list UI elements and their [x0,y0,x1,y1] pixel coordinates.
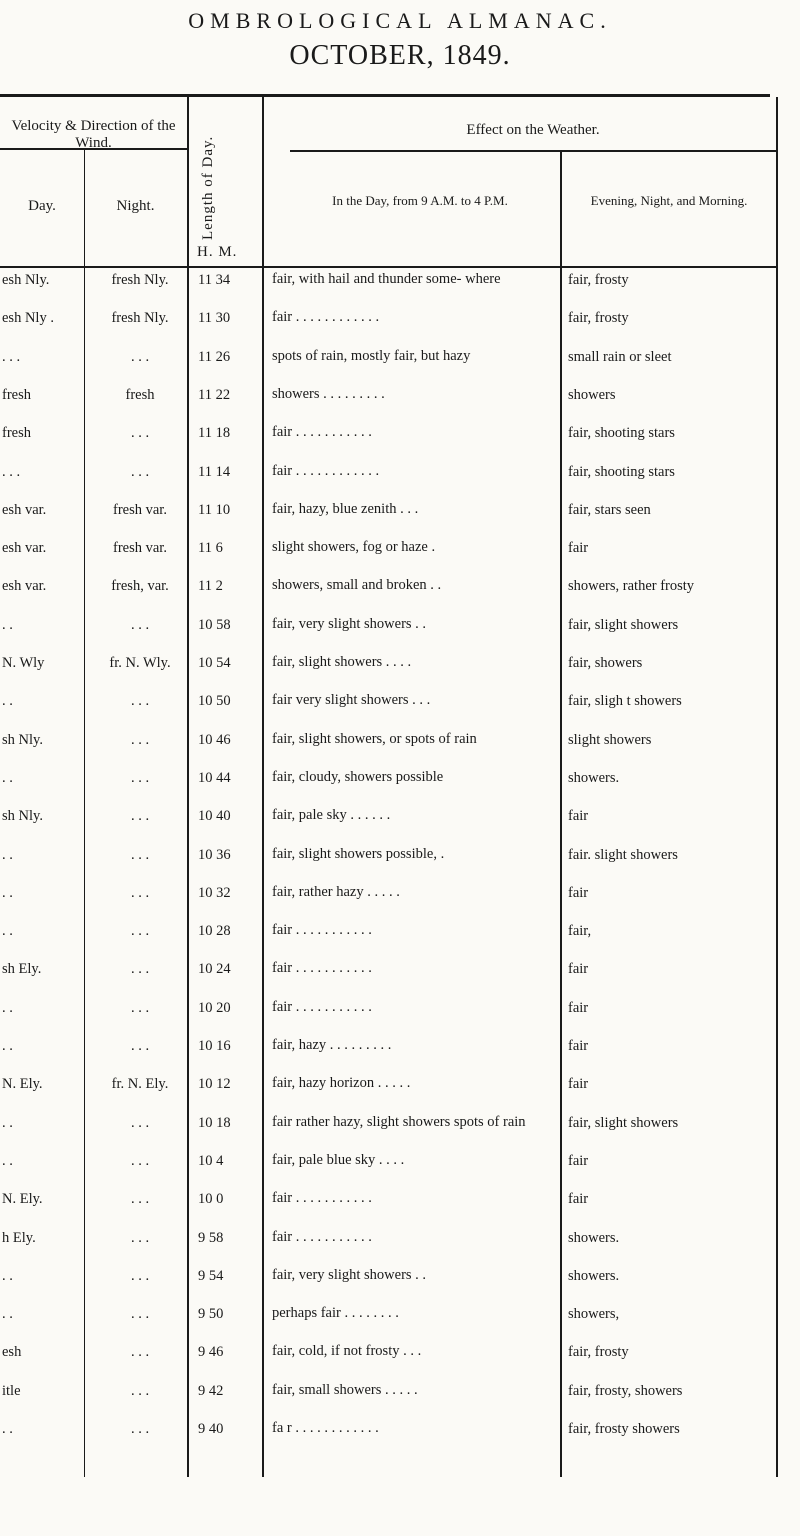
wind-night-cell: . . . [130,1152,150,1169]
length-of-day-cell: 10 50 [198,693,231,710]
wind-day-cell: esh var. [2,540,47,557]
effect-group-rule [290,150,776,152]
effect-day-cell: fair . . . . . . . . . . . [272,960,372,977]
effect-night-cell: fair, frosty [568,1344,629,1361]
wind-night-cell: . . . [130,1267,150,1284]
wind-night-cell: . . . [130,693,150,710]
table-row [0,540,800,576]
effect-day-cell: fair very slight showers . . . [272,692,431,709]
table-row [0,272,800,308]
effect-night-cell: fair, slight showers [568,1114,679,1131]
table-row [0,387,800,423]
effect-day-cell: fair, small showers . . . . . [272,1381,418,1398]
length-of-day-cell: 10 32 [198,884,231,901]
wind-day-cell: . . [2,1114,13,1131]
wind-day-cell: . . [2,616,13,633]
effect-night-cell: small rain or sleet [568,348,672,365]
effect-day-cell: fair, slight showers . . . . [272,654,412,670]
wind-day-cell: . . [2,693,13,710]
wind-day-cell: . . . [2,463,21,480]
wind-night-cell: fresh Nly. [111,272,169,288]
effect-night-cell: fair, frosty [568,310,629,327]
table-row [0,502,800,538]
wind-day-cell: . . [2,846,13,863]
effect-night-cell: fair, frosty [568,272,629,288]
effect-night-cell: fair [568,540,589,557]
effect-day-cell: fair, rather hazy . . . . . [272,883,400,900]
effect-day-cell: fair . . . . . . . . . . . [272,1228,372,1245]
effect-day-cell: fair, hazy, blue zenith . . . [272,500,419,517]
length-of-day-cell: 9 42 [198,1382,224,1399]
table-row [0,310,800,346]
table-row [0,770,800,806]
wind-day-cell: . . [2,999,13,1016]
wind-night-cell: . . . [130,1229,150,1246]
wind-night-cell: . . . [130,348,150,365]
wind-day-cell: itle [2,1382,21,1399]
length-of-day-cell: 10 20 [198,999,231,1016]
table-row [0,617,800,653]
effect-day-cell: fa r . . . . . . . . . . . . [272,1420,379,1436]
header-length-of-day: Length of Day. [200,135,216,240]
header-length-units: H. M. [197,244,238,260]
wind-day-cell: fresh [2,425,31,442]
wind-night-cell: fresh Nly. [111,310,169,327]
table-row [0,1038,800,1074]
effect-day-cell: perhaps fair . . . . . . . . [272,1305,399,1322]
length-of-day-cell: 10 46 [198,731,231,748]
wind-night-cell: fresh var. [113,501,167,518]
wind-day-cell: . . [2,1152,13,1169]
table-row [0,732,800,768]
length-of-day-cell: 10 44 [198,769,231,786]
effect-day-cell: fair, very slight showers . . [272,1266,427,1283]
wind-day-cell: . . [2,769,13,786]
wind-night-cell: . . . [130,616,150,633]
effect-night-cell: showers, [568,1306,620,1323]
wind-day-cell: sh Nly. [2,808,43,825]
effect-day-cell: fair . . . . . . . . . . . [272,922,372,939]
header-effect-night: Evening, Night, and Morning. [590,193,748,208]
header-effect-group: Effect on the Weather. [466,122,600,138]
wind-night-cell: fresh, var. [111,578,169,595]
table-row [0,808,800,844]
wind-day-cell: sh Ely. [2,961,42,978]
wind-night-cell: . . . [130,884,150,901]
effect-night-cell: fair [568,808,589,825]
length-of-day-cell: 10 36 [198,846,231,863]
length-of-day-cell: 10 16 [198,1038,231,1054]
wind-night-cell: . . . [130,923,150,940]
effect-day-cell: showers . . . . . . . . . [272,385,385,402]
effect-night-cell: fair, [568,923,592,940]
wind-day-cell: . . [2,1421,13,1437]
wind-night-cell: . . . [130,961,150,978]
wind-day-cell: N. Wly [2,655,45,671]
length-of-day-cell: 10 40 [198,808,231,825]
effect-day-cell: showers, small and broken . . [272,577,442,594]
effect-night-cell: fair, sligh t showers [568,693,682,710]
table-row [0,885,800,921]
effect-night-cell: showers, rather frosty [568,578,695,595]
length-of-day-cell: 11 22 [198,386,231,403]
effect-day-cell: fair, with hail and thunder some- where [272,271,501,287]
wind-night-cell: fresh [125,386,155,403]
wind-night-cell: . . . [130,463,150,480]
length-of-day-cell: 11 10 [198,501,231,518]
table-row [0,655,800,691]
wind-day-cell: esh var. [2,578,47,595]
length-of-day-cell: 9 50 [198,1306,224,1323]
effect-day-cell: spots of rain, mostly fair, but hazy [272,347,471,364]
table-row [0,1153,800,1189]
table-row [0,349,800,385]
table-row [0,961,800,997]
wind-day-cell: . . [2,884,13,901]
wind-night-cell: . . . [130,1421,150,1437]
table-row [0,1383,800,1419]
length-of-day-cell: 9 46 [198,1344,224,1361]
effect-day-cell: fair . . . . . . . . . . . . [272,309,380,326]
effect-day-cell: fair, very slight showers . . [272,615,427,632]
effect-day-cell: fair . . . . . . . . . . . [272,1190,372,1207]
effect-day-cell: fair, cloudy, showers possible [272,768,444,785]
wind-night-cell: fr. N. Wly. [109,655,171,671]
table-row [0,425,800,461]
length-of-day-cell: 10 4 [198,1152,224,1169]
effect-night-cell: fair [568,999,589,1016]
effect-day-cell: fair . . . . . . . . . . . [272,424,372,441]
table-row [0,1191,800,1227]
header-wind-group: Velocity & Direction of the Wind. [11,118,176,151]
length-of-day-cell: 11 14 [198,463,231,480]
length-of-day-cell: 10 18 [198,1114,231,1131]
effect-night-cell: fair. slight showers [568,846,678,863]
effect-night-cell: fair, showers [568,655,643,671]
wind-night-cell: . . . [130,1114,150,1131]
table-row [0,1306,800,1342]
length-of-day-cell: 9 58 [198,1229,224,1246]
length-of-day-cell: 11 18 [198,425,231,442]
wind-day-cell: h Ely. [2,1229,36,1246]
table-row [0,578,800,614]
wind-day-cell: esh Nly . [2,310,54,327]
effect-night-cell: fair, frosty showers [568,1421,680,1437]
header-effect-day: In the Day, from 9 A.M. to 4 P.M. [332,193,508,208]
length-of-day-cell: 11 2 [198,578,223,595]
wind-day-cell: esh var. [2,501,47,518]
wind-night-cell: . . . [130,1382,150,1399]
wind-night-cell: . . . [130,425,150,442]
wind-night-cell: . . . [130,769,150,786]
wind-night-cell: . . . [130,1306,150,1323]
header-wind-day: Day. [28,198,56,214]
table-row [0,1268,800,1304]
length-of-day-cell: 10 28 [198,923,231,940]
page-subtitle: OCTOBER, 1849. [289,40,511,71]
effect-night-cell: fair [568,1191,589,1208]
length-of-day-cell: 11 26 [198,348,231,365]
effect-night-cell: fair, slight showers [568,616,679,633]
table-row [0,847,800,883]
length-of-day-cell: 10 0 [198,1191,224,1208]
wind-day-cell: . . [2,923,13,940]
table-row [0,1076,800,1112]
effect-night-cell: fair, stars seen [568,501,651,518]
effect-day-cell: fair, pale blue sky . . . . [272,1151,405,1168]
wind-night-cell: . . . [130,1344,150,1361]
table-row [0,1000,800,1036]
table-row [0,464,800,500]
wind-day-cell: N. Ely. [2,1191,43,1208]
effect-night-cell: showers [568,386,616,403]
wind-night-cell: . . . [130,846,150,863]
length-of-day-cell: 11 6 [198,540,223,557]
table-row [0,1115,800,1151]
effect-night-cell: fair, frosty, showers [568,1382,683,1399]
effect-day-cell: fair, hazy horizon . . . . . [272,1075,411,1092]
header-wind-night: Night. [116,198,155,214]
wind-day-cell: esh Nly. [2,272,50,288]
length-of-day-cell: 10 54 [198,655,231,671]
effect-night-cell: fair, shooting stars [568,463,675,480]
wind-night-cell: . . . [130,1038,150,1054]
table-row [0,1421,800,1457]
effect-night-cell: slight showers [568,731,652,748]
effect-night-cell: showers. [568,1267,620,1284]
wind-night-cell: . . . [130,999,150,1016]
effect-night-cell: fair [568,884,589,901]
wind-day-cell: . . . [2,348,21,365]
effect-night-cell: fair, shooting stars [568,425,675,442]
length-of-day-cell: 10 58 [198,616,231,633]
wind-day-cell: sh Nly. [2,731,43,748]
length-of-day-cell: 10 24 [198,961,231,978]
effect-night-cell: showers. [568,769,620,786]
top-rule [0,94,770,97]
wind-day-cell: . . [2,1267,13,1284]
effect-night-cell: fair [568,1038,589,1054]
length-of-day-cell: 11 34 [198,272,231,288]
effect-day-cell: fair, slight showers possible, . [272,845,445,862]
wind-night-cell: . . . [130,1191,150,1208]
wind-night-cell: fresh var. [113,540,167,557]
effect-night-cell: fair [568,1152,589,1169]
wind-day-cell: esh [2,1344,22,1361]
effect-day-cell: fair, pale sky . . . . . . [272,807,391,824]
table-row [0,1344,800,1380]
effect-day-cell: fair, hazy . . . . . . . . . [272,1037,392,1053]
effect-day-cell: fair rather hazy, slight showers spots of rain [272,1113,526,1130]
wind-day-cell: . . [2,1038,13,1054]
wind-day-cell: N. Ely. [2,1076,43,1093]
table-row [0,923,800,959]
wind-night-cell: . . . [130,808,150,825]
wind-day-cell: fresh [2,386,31,403]
table-row [0,693,800,729]
effect-day-cell: fair, slight showers, or spots of rain [272,730,477,747]
effect-day-cell: fair . . . . . . . . . . . . [272,462,380,479]
length-of-day-cell: 9 54 [198,1267,224,1284]
effect-day-cell: slight showers, fog or haze . [272,539,436,556]
effect-night-cell: fair [568,961,589,978]
table-row [0,1230,800,1266]
wind-day-cell: . . [2,1306,13,1323]
header-bottom-rule [0,266,776,268]
effect-day-cell: fair . . . . . . . . . . . [272,998,372,1015]
wind-night-cell: . . . [130,731,150,748]
effect-night-cell: showers. [568,1229,620,1246]
page-title: OMBROLOGICAL ALMANAC. [188,8,612,33]
effect-day-cell: fair, cold, if not frosty . . . [272,1343,422,1360]
wind-night-cell: fr. N. Ely. [111,1076,169,1093]
length-of-day-cell: 11 30 [198,310,231,327]
length-of-day-cell: 9 40 [198,1421,224,1437]
effect-night-cell: fair [568,1076,589,1093]
length-of-day-cell: 10 12 [198,1076,231,1093]
